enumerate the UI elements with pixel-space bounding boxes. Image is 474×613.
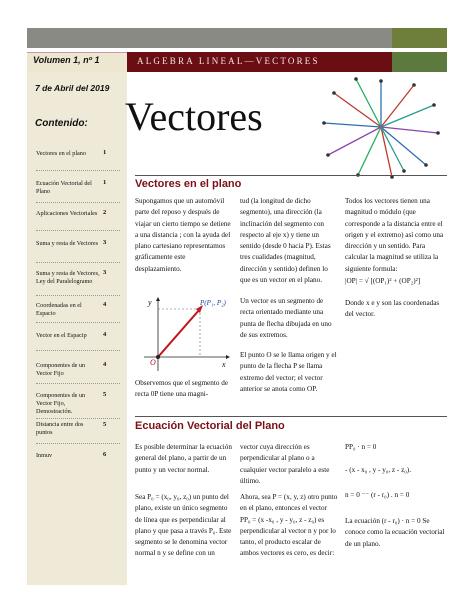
issue-date: 7 de Abril del 2019 (35, 83, 110, 93)
sidebar (27, 72, 127, 585)
toc-item-2[interactable]: Ecuación Vectorial del Plano (36, 180, 92, 195)
toc-page-4: 3 (103, 239, 107, 246)
toc-page-8: 4 (103, 361, 107, 368)
section1-col2-p2: Un vector es un segmento de recta orientado mediante una punta de flecha dibujada en uno de sus extremos. (240, 297, 332, 339)
section1-col3-p1: Todos los vectores tienen una magnitud o módulo (que corresponde a la distancia entre el origen y el extremo) así como una dirección y un sentido. Para calcular la magnitud se utiliza la siguiente formula: (345, 197, 444, 273)
header-title: ALGEBRA LINEAL—VECTORES (137, 56, 320, 66)
plane-equation-3: n = 0 ⁻⁻ (r - r₀) . n = 0 (345, 491, 410, 499)
plane-equation-2: - (x - x₀ , y - y₀, z - z₀). (345, 466, 411, 474)
section2-col3-p1: La ecuación (r - r₀) · n = 0 Se conoce como la ecuación vectorial de un plano. (345, 517, 445, 548)
section-divider (135, 416, 447, 417)
volume-label: Volumen 1, nº 1 (33, 55, 100, 65)
toc-item-9[interactable]: Componentes de un Vector Fijo, Demostración. (36, 392, 86, 415)
top-accent-bar (392, 28, 447, 48)
toc-divider (36, 170, 120, 171)
figure-caption: Observemos que el segmento de recta 0P tiene una magni- (135, 379, 229, 399)
toc-divider (36, 262, 120, 263)
toc-divider (36, 383, 120, 384)
fig-origin-label: O (150, 358, 156, 367)
section2-col1-p1: Es posible determinar la ecuación general del plano, a partir de un punto y un vector normal. (135, 443, 232, 474)
section1-col2-p3: El punto O se le llama origen y el punto de la flecha P se llama extremo del vector; el vector anterior se anota como OP. (240, 351, 337, 393)
vector-starburst-image (322, 75, 440, 180)
toc-divider (36, 322, 120, 323)
header-accent (392, 52, 447, 72)
toc-page-1: 1 (103, 149, 107, 156)
fig-x-label: x (222, 360, 226, 369)
toc-page-9: 5 (103, 391, 107, 398)
toc-page-7: 4 (103, 331, 107, 338)
toc-item-4[interactable]: Suma y resta de Vectores (36, 240, 99, 247)
toc-divider (36, 202, 120, 203)
fig-point-label: P(P₁, P₂) (200, 299, 226, 307)
toc-item-8[interactable]: Componentes de un Vector Fijo (36, 362, 86, 377)
toc-item-3[interactable]: Aplicaciones Vectoriales (36, 210, 98, 217)
toc-item-11[interactable]: Inmuv (36, 452, 53, 459)
toc-item-6[interactable]: Coordenadas en el Espacio (36, 302, 82, 317)
toc-divider (36, 350, 120, 351)
section2-col2-p2: Ahora, sea P = (x, y, z) otro punto en el plano, entonces el vector PP₀ = (x -x₀ , y - y₀, z - z₀) es perpendicular al vector n y por lo tanto, el producto escalar de ambos vectores es cero, es decir: (240, 493, 338, 558)
section2-col1-p2: Sea P₀ = (x₀, y₀, z₀) un punto del plano, existe un único segmento de línea que es perpendicular al plano y que pasa a través P₀. Este segmento se le denomina vector normal n y se define con un (135, 493, 232, 558)
section1-col1-text: Supongamos que un automóvil parte del reposo y después de viajar un cierto tiempo se detiene a una distancia ; con la ayuda del plano cartesiano representamos gráficamente este desplazamiento. (135, 197, 231, 273)
top-decor-bar (27, 28, 447, 48)
toc-item-10[interactable]: Distancia entre dos puntos (36, 421, 84, 436)
toc-divider (36, 418, 120, 419)
toc-divider (36, 443, 120, 444)
vector-diagram (138, 295, 230, 373)
toc-page-11: 6 (103, 451, 107, 458)
plane-equation-1: PP₀ · n = 0 (345, 443, 377, 451)
section1-col2-p1: tud (la longitud de dicho segmento), una dirección (la inclinación del segmento con respecto al eje x) y tiene un sentido (desde 0 hacia P). Estas tres cualidades (magnitud, dirección y sentido) definen lo que es un vector en el plano. (240, 197, 331, 285)
toc-page-6: 4 (103, 301, 107, 308)
section2-col2-p1: vector cuya dirección es perpendicular al plano o a cualquier vector paralelo a este último. (240, 443, 330, 485)
toc-item-5[interactable]: Suma y resta de Vectores, Ley del Paralelogramo (36, 270, 100, 285)
toc-page-2: 1 (103, 179, 107, 186)
magnitude-formula: |OP| = √ [(OP₁)² + (OP₂)²] (345, 277, 421, 285)
fig-y-label: y (148, 298, 152, 307)
contents-heading: Contenido: (35, 118, 88, 129)
toc-page-3: 2 (103, 209, 107, 216)
section-heading-plane-equation: Ecuación Vectorial del Plano (135, 420, 285, 432)
toc-page-10: 5 (103, 421, 107, 428)
page-title: Vectores (125, 94, 263, 139)
toc-item-1[interactable]: Vectores en el plano (36, 150, 86, 157)
toc-item-7[interactable]: Vector en el Espacip (36, 332, 87, 339)
toc-divider (36, 295, 120, 296)
toc-page-5: 3 (103, 269, 107, 276)
toc-divider (36, 230, 120, 231)
section1-col3-p2: Donde x e y son las coordenadas del vector. (345, 299, 440, 319)
section-heading-vectors: Vectores en el plano (135, 178, 242, 190)
section-divider (135, 175, 447, 176)
